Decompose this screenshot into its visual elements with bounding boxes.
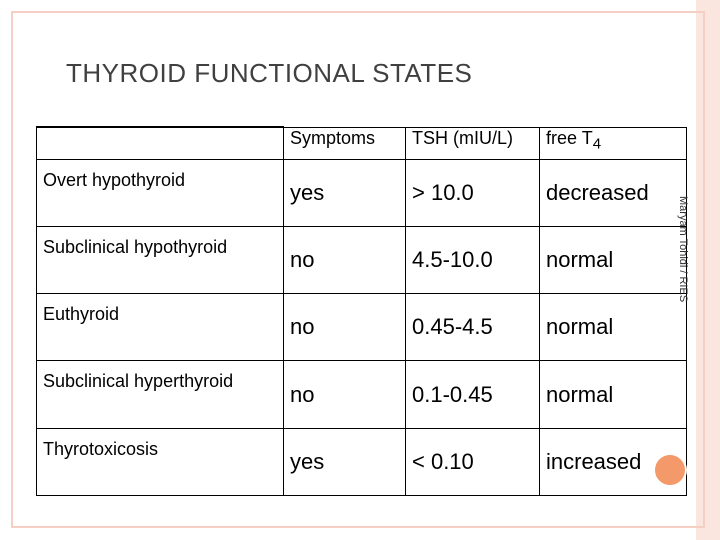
thyroid-states-table xyxy=(36,126,687,496)
row-tsh: > 10.0 xyxy=(406,159,540,226)
header-free-t4 xyxy=(540,127,687,159)
table-row xyxy=(37,361,687,428)
row-tsh: 0.1-0.45 xyxy=(406,361,540,428)
row-symptoms: yes xyxy=(284,159,406,226)
row-free-t4: normal xyxy=(540,294,687,361)
header-free-t4-subscript: 4 xyxy=(592,135,602,153)
row-free-t4: normal xyxy=(540,361,687,428)
decorative-circle xyxy=(652,452,688,488)
table-row xyxy=(37,428,687,495)
row-symptoms: no xyxy=(284,361,406,428)
table-header-row xyxy=(37,127,687,159)
header-tsh: TSH (mIU/L) xyxy=(406,127,540,159)
slide-title: THYROID FUNCTIONAL STATES xyxy=(66,58,473,88)
row-state: Thyrotoxicosis xyxy=(37,428,284,495)
table-row xyxy=(37,226,687,293)
row-tsh: < 0.10 xyxy=(406,428,540,495)
row-free-t4: increased xyxy=(540,428,687,495)
row-symptoms: no xyxy=(284,226,406,293)
row-state: Subclinical hypothyroid xyxy=(37,226,284,293)
row-symptoms: yes xyxy=(284,428,406,495)
row-free-t4: decreased xyxy=(540,159,687,226)
row-state: Overt hypothyroid xyxy=(37,159,284,226)
table-row xyxy=(37,159,687,226)
author-credit: Maryam Tohidi / RIES xyxy=(677,195,689,303)
table-row xyxy=(37,294,687,361)
row-tsh: 0.45-4.5 xyxy=(406,294,540,361)
header-state xyxy=(37,127,284,159)
header-free-t4-label: free T xyxy=(546,127,593,148)
row-state: Euthyroid xyxy=(37,294,284,361)
row-state: Subclinical hyperthyroid xyxy=(37,361,284,428)
row-symptoms: no xyxy=(284,294,406,361)
row-tsh: 4.5-10.0 xyxy=(406,226,540,293)
row-free-t4: normal xyxy=(540,226,687,293)
header-symptoms: Symptoms xyxy=(284,127,406,159)
